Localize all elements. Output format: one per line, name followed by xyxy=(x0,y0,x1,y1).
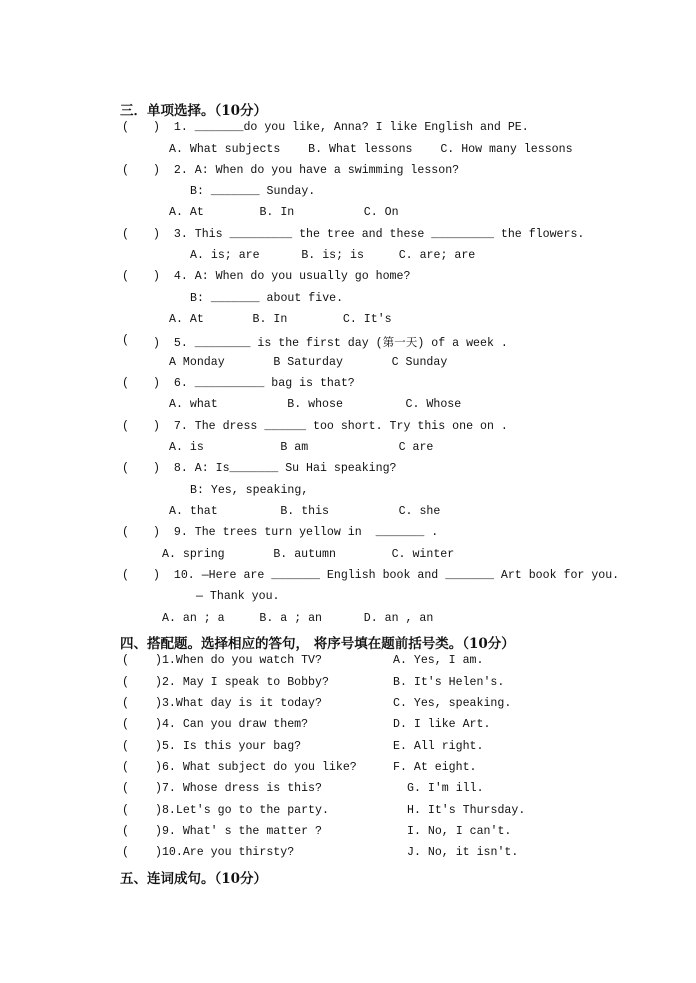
match-answer: G. I'm ill. xyxy=(407,782,484,795)
answer-bracket[interactable]: ( xyxy=(122,761,129,774)
question-10-stem: ) 10. —Here are _______ English book and _______ Art book for you. xyxy=(153,569,620,582)
question-8-options: A. that B. this C. she xyxy=(169,505,441,518)
question-9-stem: ) 9. The trees turn yellow in _______ . xyxy=(153,526,439,539)
match-question: )2. May I speak to Bobby? xyxy=(155,676,329,689)
answer-bracket[interactable]: ( xyxy=(122,718,129,731)
answer-bracket[interactable]: ( xyxy=(122,334,129,347)
match-answer: H. It's Thursday. xyxy=(407,804,526,817)
answer-bracket[interactable]: ( xyxy=(122,420,129,433)
section-3-title: 三．单项选择。（10分） xyxy=(120,103,268,119)
match-question: )7. Whose dress is this? xyxy=(155,782,322,795)
answer-bracket[interactable]: ( xyxy=(122,569,129,582)
match-answer: B. It's Helen's. xyxy=(393,676,505,689)
answer-bracket[interactable]: ( xyxy=(122,164,129,177)
question-5-stem: ) 5. ________ is the first day (第一天) of a week . xyxy=(153,337,508,350)
answer-bracket[interactable]: ( xyxy=(122,846,129,859)
question-6-stem: ) 6. __________ bag is that? xyxy=(153,377,355,390)
question-1-options: A. What subjects B. What lessons C. How many lessons xyxy=(169,143,573,156)
question-3-stem: ) 3. This _________ the tree and these _________ the flowers. xyxy=(153,228,585,241)
question-4-stem: ) 4. A: When do you usually go home? xyxy=(153,270,411,283)
match-answer: A. Yes, I am. xyxy=(393,654,484,667)
match-question: )5. Is this your bag? xyxy=(155,740,302,753)
question-10-sub: — Thank you. xyxy=(196,590,280,603)
question-2-sub: B: _______ Sunday. xyxy=(190,185,316,198)
answer-bracket[interactable]: ( xyxy=(122,121,129,134)
answer-bracket[interactable]: ( xyxy=(122,526,129,539)
match-answer: I. No, I can't. xyxy=(407,825,512,838)
question-4-sub: B: _______ about five. xyxy=(190,292,344,305)
match-question: )1.When do you watch TV? xyxy=(155,654,322,667)
question-10-options: A. an ; a B. a ; an D. an , an xyxy=(162,612,434,625)
answer-bracket[interactable]: ( xyxy=(122,697,129,710)
question-6-options: A. what B. whose C. Whose xyxy=(169,398,462,411)
answer-bracket[interactable]: ( xyxy=(122,377,129,390)
match-answer: E. All right. xyxy=(393,740,484,753)
answer-bracket[interactable]: ( xyxy=(122,825,129,838)
answer-bracket[interactable]: ( xyxy=(122,782,129,795)
question-9-options: A. spring B. autumn C. winter xyxy=(162,548,455,561)
match-question: )6. What subject do you like? xyxy=(155,761,357,774)
question-5-options: A Monday B Saturday C Sunday xyxy=(169,356,448,369)
match-question: )9. What' s the matter ? xyxy=(155,825,322,838)
section-4-title: 四、搭配题。选择相应的答句， 将序号填在题前括号类。（10分） xyxy=(120,636,515,652)
section-5-title: 五、连词成句。（10分） xyxy=(120,871,268,887)
question-7-stem: ) 7. The dress ______ too short. Try this one on . xyxy=(153,420,508,433)
answer-bracket[interactable]: ( xyxy=(122,228,129,241)
question-2-options: A. At B. In C. On xyxy=(169,206,399,219)
question-1-stem: ) 1. _______do you like, Anna? I like English and PE. xyxy=(153,121,529,134)
answer-bracket[interactable]: ( xyxy=(122,740,129,753)
match-answer: C. Yes, speaking. xyxy=(393,697,512,710)
question-2-stem: ) 2. A: When do you have a swimming lesson? xyxy=(153,164,460,177)
match-question: )10.Are you thirsty? xyxy=(155,846,295,859)
match-answer: D. I like Art. xyxy=(393,718,491,731)
answer-bracket[interactable]: ( xyxy=(122,676,129,689)
match-question: )8.Let's go to the party. xyxy=(155,804,329,817)
question-4-options: A. At B. In C. It's xyxy=(169,313,392,326)
question-8-sub: B: Yes, speaking, xyxy=(190,484,309,497)
match-answer: F. At eight. xyxy=(393,761,477,774)
match-question: )4. Can you draw them? xyxy=(155,718,309,731)
question-3-options: A. is; are B. is; is C. are; are xyxy=(190,249,476,262)
match-answer: J. No, it isn't. xyxy=(407,846,519,859)
answer-bracket[interactable]: ( xyxy=(122,462,129,475)
answer-bracket[interactable]: ( xyxy=(122,654,129,667)
match-question: )3.What day is it today? xyxy=(155,697,322,710)
answer-bracket[interactable]: ( xyxy=(122,804,129,817)
question-7-options: A. is B am C are xyxy=(169,441,434,454)
question-8-stem: ) 8. A: Is_______ Su Hai speaking? xyxy=(153,462,397,475)
answer-bracket[interactable]: ( xyxy=(122,270,129,283)
